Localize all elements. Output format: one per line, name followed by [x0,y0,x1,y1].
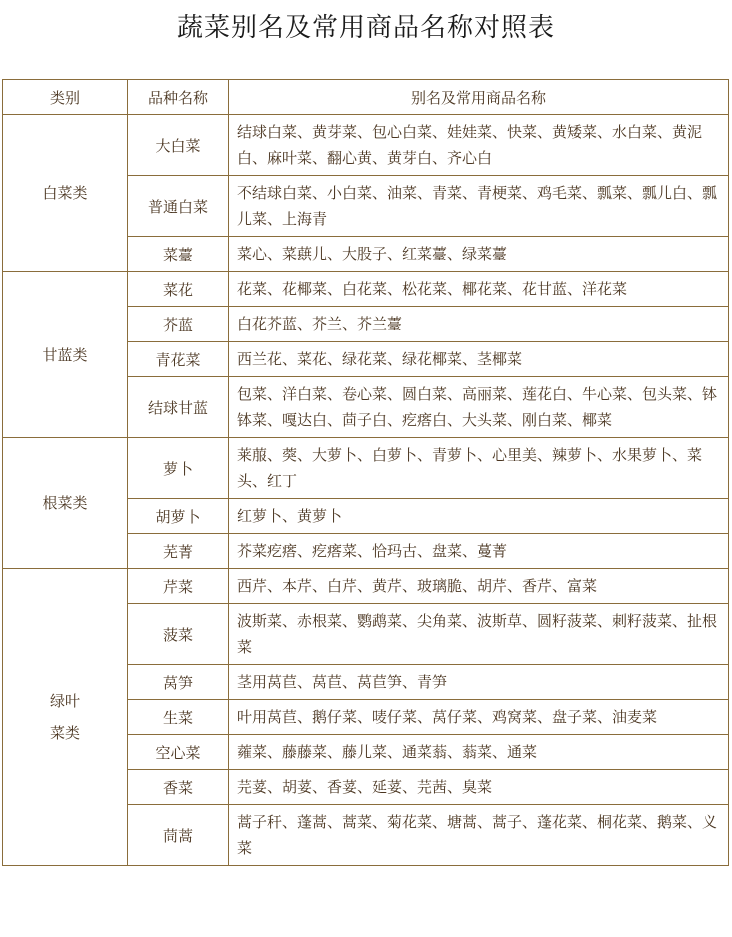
aliases-cell: 包菜、洋白菜、卷心菜、圆白菜、高丽菜、莲花白、牛心菜、包头菜、钵钵菜、嘎达白、茴子白、疙瘩白、大头菜、刚白菜、椰菜 [229,377,729,438]
aliases-cell: 菜心、菜蕻儿、大股子、红菜薹、绿菜薹 [229,237,729,272]
table-row [3,272,729,307]
aliases-cell: 茎用莴苣、莴苣、莴苣笋、青笋 [229,665,729,700]
variety-cell: 菠菜 [128,604,229,665]
aliases-cell: 花菜、花椰菜、白花菜、松花菜、椰花菜、花甘蓝、洋花菜 [229,272,729,307]
aliases-cell: 不结球白菜、小白菜、油菜、青菜、青梗菜、鸡毛菜、瓢菜、瓢儿白、瓢儿菜、上海青 [229,176,729,237]
category-cell: 甘蓝类 [3,272,128,438]
variety-cell: 大白菜 [128,115,229,176]
aliases-cell: 西芹、本芹、白芹、黄芹、玻璃脆、胡芹、香芹、富菜 [229,569,729,604]
aliases-cell: 红萝卜、黄萝卜 [229,499,729,534]
page-title: 蔬菜别名及常用商品名称对照表 [176,13,555,43]
aliases-cell: 莱菔、葖、大萝卜、白萝卜、青萝卜、心里美、辣萝卜、水果萝卜、菜头、红丁 [229,438,729,499]
aliases-cell: 西兰花、菜花、绿花菜、绿花椰菜、茎椰菜 [229,342,729,377]
variety-cell: 香菜 [128,770,229,805]
aliases-cell: 芫荽、胡荽、香荽、延荽、芫茜、臭菜 [229,770,729,805]
variety-cell: 普通白菜 [128,176,229,237]
variety-cell: 菜花 [128,272,229,307]
category-cell: 根菜类 [3,438,128,569]
variety-cell: 菜薹 [128,237,229,272]
category-cell: 白菜类 [3,115,128,272]
variety-cell: 茼蒿 [128,805,229,866]
table-header-row [3,80,729,115]
table-row [3,569,729,604]
variety-cell: 芥蓝 [128,307,229,342]
header-category: 类别 [3,80,128,115]
variety-cell: 生菜 [128,700,229,735]
vegetable-alias-table [2,79,729,866]
aliases-cell: 波斯菜、赤根菜、鹦鹉菜、尖角菜、波斯草、圆籽菠菜、刺籽菠菜、扯根菜 [229,604,729,665]
aliases-cell: 芥菜疙瘩、疙瘩菜、恰玛古、盘菜、蔓菁 [229,534,729,569]
variety-cell: 青花菜 [128,342,229,377]
aliases-cell: 蕹菜、藤藤菜、藤儿菜、通菜蓊、蓊菜、通菜 [229,735,729,770]
variety-cell: 胡萝卜 [128,499,229,534]
variety-cell: 芜菁 [128,534,229,569]
header-variety: 品种名称 [128,80,229,115]
variety-cell: 空心菜 [128,735,229,770]
header-aliases: 别名及常用商品名称 [229,80,729,115]
category-line: 绿叶 [49,692,80,710]
aliases-cell: 蒿子秆、蓬蒿、蒿菜、菊花菜、塘蒿、蒿子、蓬花菜、桐花菜、鹅菜、义菜 [229,805,729,866]
aliases-cell: 结球白菜、黄芽菜、包心白菜、娃娃菜、快菜、黄矮菜、水白菜、黄泥白、麻叶菜、翻心黄、黄芽白、齐心白 [229,115,729,176]
category-line: 菜类 [49,724,80,742]
variety-cell: 莴笋 [128,665,229,700]
table-row [3,115,729,176]
variety-cell: 萝卜 [128,438,229,499]
aliases-cell: 白花芥蓝、芥兰、芥兰薹 [229,307,729,342]
variety-cell: 结球甘蓝 [128,377,229,438]
aliases-cell: 叶用莴苣、鹅仔菜、唛仔菜、莴仔菜、鸡窝菜、盘子菜、油麦菜 [229,700,729,735]
table-row [3,438,729,499]
variety-cell: 芹菜 [128,569,229,604]
category-cell [3,569,128,866]
